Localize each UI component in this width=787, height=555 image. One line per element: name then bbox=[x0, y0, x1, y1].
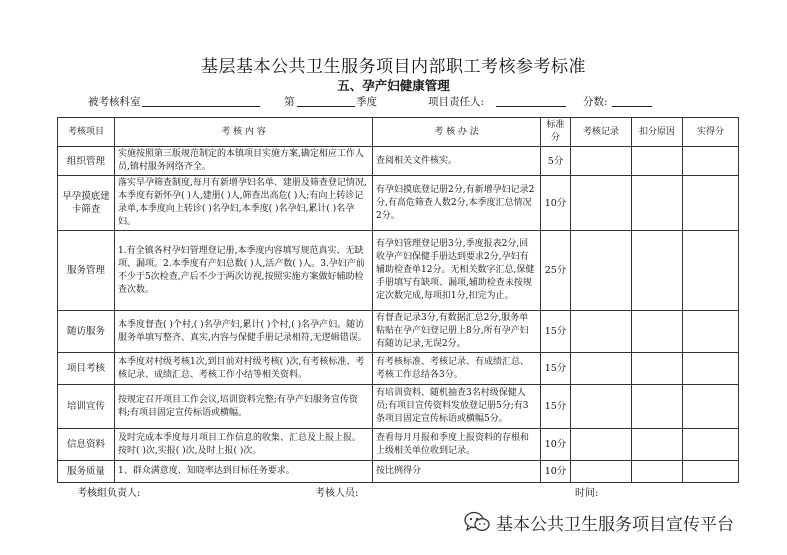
header-standard-score: 标准分 bbox=[541, 118, 571, 147]
table-header-row bbox=[58, 118, 739, 147]
row-score: 10分 bbox=[541, 461, 571, 483]
document-title: 基层基本公共卫生服务项目内部职工考核参考标准 bbox=[201, 57, 586, 77]
row-method: 按比例得分 bbox=[373, 461, 541, 483]
record-cell[interactable] bbox=[571, 353, 632, 385]
deduction-cell[interactable] bbox=[632, 429, 683, 461]
assessment-table bbox=[57, 117, 739, 483]
owner-underline bbox=[496, 106, 566, 107]
row-score: 10分 bbox=[541, 176, 571, 231]
score-label: 分数: bbox=[583, 96, 608, 108]
deduction-cell[interactable] bbox=[632, 176, 683, 231]
row-content: 按规定召开项目工作会议,培训资料完整;有孕产妇服务宣传资料;有项目固定宣传标语或横幅。 bbox=[115, 385, 373, 429]
owner-label: 项目责任人: bbox=[428, 96, 485, 108]
section-subtitle: 五、孕产妇健康管理 bbox=[337, 78, 450, 93]
row-method: 查看每月月报和季度上报资料的存根和上级相关单位收到记录。 bbox=[373, 429, 541, 461]
row-item: 组织管理 bbox=[58, 147, 115, 176]
row-item: 服务管理 bbox=[58, 231, 115, 311]
actual-score-cell[interactable] bbox=[683, 147, 739, 176]
actual-score-cell[interactable] bbox=[683, 461, 739, 483]
header-deduction-reason: 扣分原因 bbox=[632, 118, 683, 147]
deduction-cell[interactable] bbox=[632, 311, 683, 353]
row-item: 培训宣传 bbox=[58, 385, 115, 429]
header-method: 考 核 办 法 bbox=[373, 118, 541, 147]
record-cell[interactable] bbox=[571, 461, 632, 483]
row-score: 15分 bbox=[541, 353, 571, 385]
row-content: 本季度督查( )个村,( )名孕产妇,累计( )个村,( )名孕产妇。随访服务单填写整齐、真实,内容与保健手册记录相符,无逻辑错误。 bbox=[115, 311, 373, 353]
row-method: 有孕妇摸底登记册2分,有新增孕妇记录2分,有高危筛查人数2分,本季度汇总情况2分。 bbox=[373, 176, 541, 231]
actual-score-cell[interactable] bbox=[683, 231, 739, 311]
record-cell[interactable] bbox=[571, 311, 632, 353]
record-cell[interactable] bbox=[571, 231, 632, 311]
header-content: 考 核 内 容 bbox=[115, 118, 373, 147]
watermark bbox=[464, 508, 734, 536]
actual-score-cell[interactable] bbox=[683, 311, 739, 353]
meta-row bbox=[0, 94, 787, 110]
deduction-cell[interactable] bbox=[632, 461, 683, 483]
row-score: 15分 bbox=[541, 311, 571, 353]
leader-label: 考核组负责人: bbox=[77, 488, 141, 499]
row-method: 有培训资料、随机抽查3名村级保健人员;有项目宣传资料发放登记册5分;有3条项目固定宣传标语或横幅5分。 bbox=[373, 385, 541, 429]
row-content: 实施按照第三版规范制定的本镇项目实施方案,确定相应工作人员,镇村服务网络齐全。 bbox=[115, 147, 373, 176]
row-method: 有督查记录3分,有数据汇总2分,服务单粘贴在孕产妇登记册上8分,所有孕产妇有随访记录,无误2分。 bbox=[373, 311, 541, 353]
row-method: 有孕妇管理登记册3分,季度报表2分,回收孕产妇保健手册达到要求2分,孕妇有辅助检查单12分。无相关数字汇总,保健手册填写有缺项、漏项,辅助检查未按规定次数完成,每项扣1分,扣完为止。 bbox=[373, 231, 541, 311]
row-content: 1.有全镇各村孕妇管理登记册,本季度内容填写规范真实、无缺项、漏项。2.本季度有产妇总数( )人,活产数( )人。3.孕妇产前不少于5次检查,产后不少于两次访视,按照实施方案做好辅助检查次数。 bbox=[115, 231, 373, 311]
header-item: 考核项目 bbox=[58, 118, 115, 147]
actual-score-cell[interactable] bbox=[683, 429, 739, 461]
row-content: 及时完成本季度每月项目工作信息的收集、汇总及上报上报。按时( )次,实报( )次,及时上报( )次。 bbox=[115, 429, 373, 461]
row-score: 10分 bbox=[541, 429, 571, 461]
period-underline bbox=[297, 106, 355, 107]
table-row bbox=[58, 231, 739, 311]
staff-label: 考核人员: bbox=[315, 488, 359, 499]
deduction-cell[interactable] bbox=[632, 231, 683, 311]
row-item: 信息资料 bbox=[58, 429, 115, 461]
table-row bbox=[58, 147, 739, 176]
deduction-cell[interactable] bbox=[632, 385, 683, 429]
score-underline bbox=[612, 106, 652, 107]
actual-score-cell[interactable] bbox=[683, 353, 739, 385]
table-row bbox=[58, 311, 739, 353]
actual-score-cell[interactable] bbox=[683, 176, 739, 231]
header-actual-score: 实得分 bbox=[683, 118, 739, 147]
row-content: 1、群众满意度、知晓率达到目标任务要求。 bbox=[115, 461, 373, 483]
header-record: 考核记录 bbox=[571, 118, 632, 147]
period-suffix: 季度 bbox=[356, 96, 377, 108]
row-content: 落实早孕筛查制度,每月有新增孕妇名单、建册及筛查登记情况,本季度有新怀孕( )人,建册( )人,筛查出高危( )人;有向上转诊记录单,本季度向上转诊( )名孕妇,本季度( )名孕妇,累计( )名孕妇。 bbox=[115, 176, 373, 231]
record-cell[interactable] bbox=[571, 147, 632, 176]
row-method: 查阅相关文件核实。 bbox=[373, 147, 541, 176]
watermark-text: 基本公共卫生服务项目宣传平台 bbox=[496, 514, 734, 535]
period-prefix: 第 bbox=[284, 96, 295, 108]
row-item: 随访服务 bbox=[58, 311, 115, 353]
row-item: 服务质量 bbox=[58, 461, 115, 483]
deduction-cell[interactable] bbox=[632, 353, 683, 385]
row-item: 早孕摸底建卡筛查 bbox=[58, 176, 115, 231]
record-cell[interactable] bbox=[571, 176, 632, 231]
table-row bbox=[58, 461, 739, 483]
actual-score-cell[interactable] bbox=[683, 385, 739, 429]
record-cell[interactable] bbox=[571, 385, 632, 429]
deduction-cell[interactable] bbox=[632, 147, 683, 176]
row-score: 25分 bbox=[541, 231, 571, 311]
record-cell[interactable] bbox=[571, 429, 632, 461]
row-method: 有考核标准、考核记录、有成绩汇总、考核工作总结各3分。 bbox=[373, 353, 541, 385]
time-label: 时间: bbox=[575, 488, 599, 499]
table-row bbox=[58, 353, 739, 385]
table-row bbox=[58, 385, 739, 429]
unit-underline bbox=[142, 106, 260, 107]
wechat-icon bbox=[464, 511, 490, 533]
row-item: 项目考核 bbox=[58, 353, 115, 385]
row-score: 5分 bbox=[541, 147, 571, 176]
signature-footer bbox=[0, 484, 787, 500]
unit-label: 被考核科室 bbox=[88, 96, 141, 108]
row-score: 15分 bbox=[541, 385, 571, 429]
row-content: 本季度对村级考核1次,到目前对村级考核( )次,有考核标准、考核记录、成绩汇总、考核工作小结等相关资料。 bbox=[115, 353, 373, 385]
table-row bbox=[58, 429, 739, 461]
table-row bbox=[58, 176, 739, 231]
